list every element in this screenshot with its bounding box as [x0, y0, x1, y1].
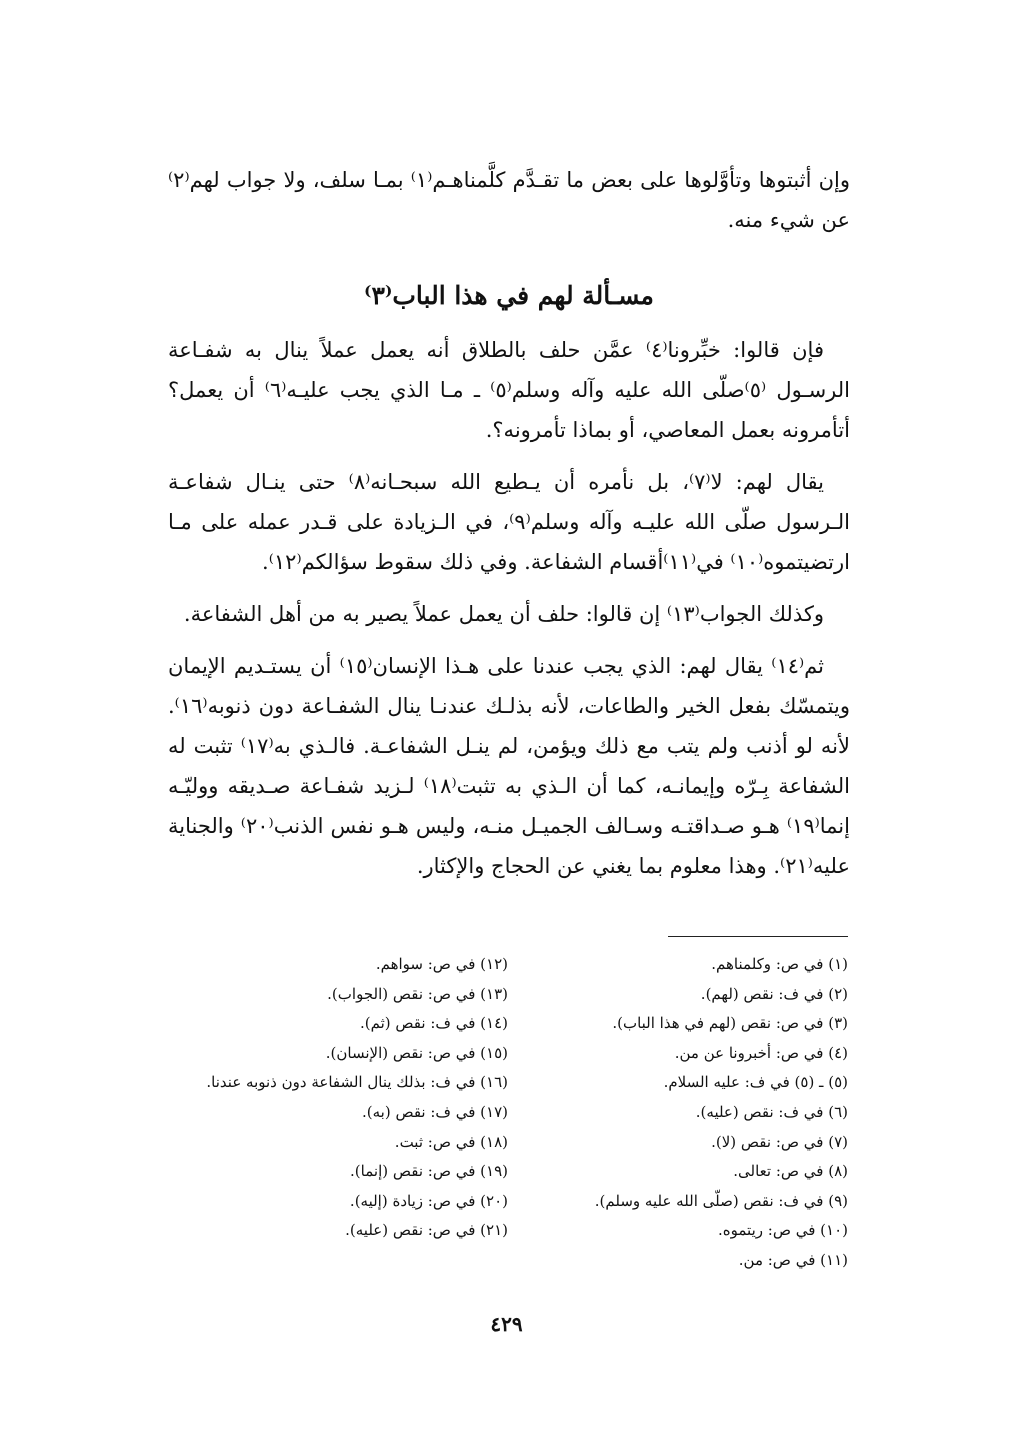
footnote-item: (٣) في ص: نقص (لهم في هذا الباب). [612, 1014, 848, 1033]
footnote-item: (١٩) في ص: نقص (إنما). [350, 1162, 508, 1181]
footnote-item: (١٨) في ص: ثبت. [394, 1132, 508, 1151]
footnote-item: (٦) في ف: نقص (عليه). [695, 1102, 848, 1121]
footnote-item: (٢) في ف: نقص (لهم). [700, 984, 848, 1003]
footnote-item: (١٢) في ص: سواهم. [375, 955, 508, 973]
paragraph-4: وكذلك الجواب⁽١٣⁾ إن قالوا: حلف أن يعمل عملاً يصير به من أهل الشفاعة. [183, 602, 824, 626]
paragraph-1: وإن أثبتوها وتأوَّلوها على بعض ما تقـدَّم كلَّمناهـم⁽١⁾ بمـا سلف، ولا جواب لهم⁽٢⁾ عن شيء منه. [168, 168, 850, 232]
footnote-item: (١) في ص: وكلمناهم. [711, 955, 848, 973]
footnote-item: (٢٠) في ص: زيادة (إليه). [349, 1191, 508, 1210]
footnotes-column-left [163, 950, 508, 1246]
paragraph-3: يقال لهم: لا⁽٧⁾، بل نأمره أن يـطيع الله سبحـانه⁽٨⁾ حتى ينـال شفاعـة الـرسول صلّى الله عليـه وآله وسلم⁽٩⁾، في الـزيادة على قـدر عمله على مـا ارتضيتموه⁽١٠⁾ في⁽١١⁾أقسام الشفاعة. وفي ذلك سقوط سؤالكم⁽١٢⁾. [168, 470, 850, 574]
footnotes-column-right [528, 950, 848, 1276]
footnote-item: (١٤) في ف: نقص (ثم). [360, 1014, 508, 1033]
footnote-item: (١١) في ص: من. [738, 1250, 848, 1269]
footnote-item: (١٧) في ف: نقص (به). [361, 1102, 508, 1121]
footnote-item: (١٦) في ف: بذلك ينال الشفاعة دون ذنوبه عندنا. [206, 1073, 508, 1092]
footnote-item: (١٠) في ص: ريتموه. [718, 1221, 848, 1240]
section-heading: مسـألة لهم في هذا الباب⁽٣⁾ [364, 281, 654, 310]
footnote-item: (٨) في ص: تعالى. [733, 1162, 848, 1181]
paragraph-2: فإن قالوا: خبِّرونا⁽٤⁾ عمَّن حلف بالطلاق أنه يعمل عملاً ينال به شفـاعة الرسـول ⁽٥⁾صلّى الله عليه وآله وسلم⁽٥⁾ ـ مـا الذي يجب عليـه⁽٦⁾ أن يعمل؟ أتأمرونه بعمل المعاصي، أو بماذا تأمرونه؟. [168, 338, 851, 442]
footnote-divider [668, 936, 848, 937]
paragraph-5: ثم⁽١٤⁾ يقال لهم: الذي يجب عندنا على هـذا الإنسان⁽١٥⁾ أن يستـديم الإيمان ويتمسّك بفعل الخير والطاعات، لأنه بذلـك عندنـا ينال الشفـاعة دون ذنوبه⁽١٦⁾. لأنه لو أذنب ولم يتب مع ذلك ويؤمن، لم ينـل الشفاعـة. فالـذي به⁽١٧⁾ تثبت له الشفاعة بِـرّه وإيمانـه، كما أن الـذي به تثبت⁽١٨⁾ لـزيد شفـاعة صـديقه ووليّـه إنما⁽١٩⁾ هـو صـداقتـه وسـالف الجميـل منـه، وليس هـو نفس الذنب⁽٢٠⁾ والجناية عليه⁽٢١⁾. وهذا معلوم بما يغني عن الحجاج والإكثار. [168, 654, 850, 878]
page-number: ٤٢٩ [490, 1312, 523, 1336]
footnote-item: (٩) في ف: نقص (صلّى الله عليه وسلم). [594, 1191, 848, 1210]
footnote-item: (١٣) في ص: نقص (الجواب). [327, 984, 508, 1003]
footnote-item: (٥) ـ (٥) في ف: عليه السلام. [663, 1073, 848, 1092]
footnote-item: (٤) في ص: أخبرونا عن من. [674, 1043, 848, 1062]
main-text [168, 160, 850, 886]
footnote-item: (١٥) في ص: نقص (الإنسان). [325, 1043, 508, 1062]
footnote-item: (٢١) في ص: نقص (عليه). [345, 1221, 508, 1240]
footnote-item: (٧) في ص: نقص (لا). [711, 1132, 848, 1151]
